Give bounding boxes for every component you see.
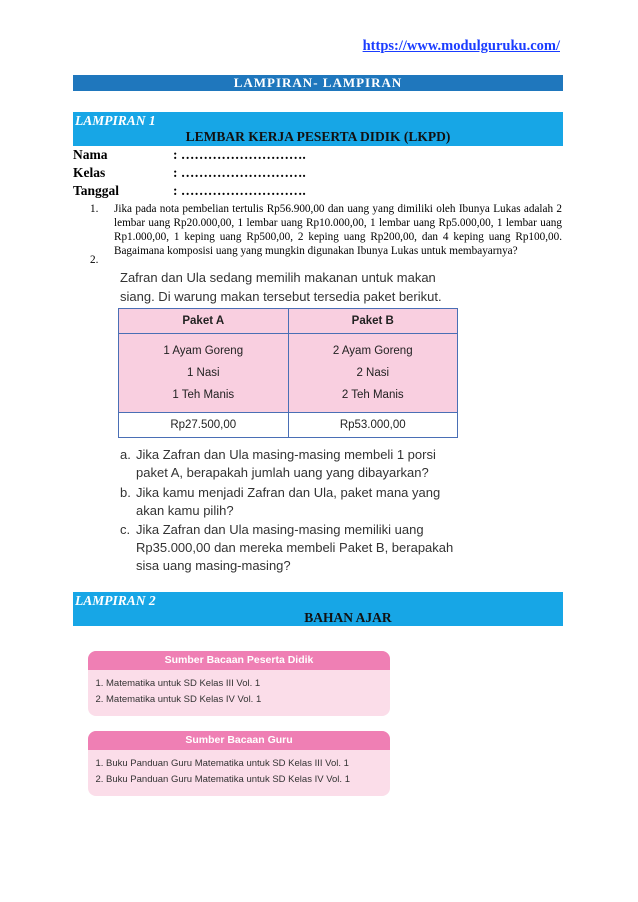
main-title: LAMPIRAN- LAMPIRAN bbox=[233, 75, 403, 90]
paket-b-title: Paket B bbox=[288, 309, 458, 334]
field-value: : ………………………. bbox=[173, 165, 306, 180]
question-1 bbox=[90, 202, 562, 258]
lampiran2-title: BAHAN AJAR bbox=[304, 610, 392, 625]
list-item: 1. Matematika untuk SD Kelas III Vol. 1 bbox=[106, 676, 390, 692]
teacher-sources-title: Sumber Bacaan Guru bbox=[88, 731, 390, 750]
lampiran2-band bbox=[73, 592, 563, 626]
paket-item: 2 Nasi bbox=[356, 367, 390, 379]
sub-question-letter: c. bbox=[120, 522, 131, 537]
lampiran1-label: LAMPIRAN 1 bbox=[75, 113, 156, 128]
paket-item: 1 Nasi bbox=[186, 367, 220, 379]
list-item: 1. Buku Panduan Guru Matematika untuk SD Kelas III Vol. 1 bbox=[106, 756, 390, 772]
student-sources-card bbox=[88, 651, 390, 716]
sub-question-c bbox=[120, 521, 465, 575]
paket-a-title: Paket A bbox=[119, 309, 289, 334]
paket-a-items bbox=[119, 334, 289, 413]
field-tanggal bbox=[73, 183, 306, 199]
student-sources-title: Sumber Bacaan Peserta Didik bbox=[88, 651, 390, 670]
lampiran1-title: LEMBAR KERJA PESERTA DIDIK (LKPD) bbox=[185, 129, 451, 144]
sub-question-text: Jika Zafran dan Ula masing-masing membeli 1 porsi paket A, berapakah jumlah uang yang dibayarkan? bbox=[136, 447, 436, 480]
paket-b-items bbox=[288, 334, 458, 413]
paket-item: 2 Ayam Goreng bbox=[332, 345, 413, 357]
field-value: : ………………………. bbox=[173, 183, 306, 198]
teacher-sources-card bbox=[88, 731, 390, 796]
paket-item: 2 Teh Manis bbox=[341, 389, 404, 401]
list-item: 2. Matematika untuk SD Kelas IV Vol. 1 bbox=[106, 692, 390, 708]
sub-question-b bbox=[120, 484, 465, 520]
sub-question-letter: a. bbox=[120, 447, 131, 462]
question-2-intro: Zafran dan Ula sedang memilih makanan untuk makan siang. Di warung makan tersebut tersedia paket berikut. bbox=[120, 270, 442, 304]
question-2-number: 2. bbox=[90, 254, 99, 266]
paket-item: 1 Teh Manis bbox=[172, 389, 235, 401]
paket-item: 1 Ayam Goreng bbox=[163, 345, 244, 357]
paket-table bbox=[118, 308, 458, 438]
field-label: Nama bbox=[73, 147, 108, 162]
paket-a-price: Rp27.500,00 bbox=[119, 413, 289, 438]
lampiran2-label: LAMPIRAN 2 bbox=[75, 593, 156, 608]
field-value: : ………………………. bbox=[173, 147, 306, 162]
main-title-banner bbox=[73, 75, 563, 91]
lampiran1-band bbox=[73, 112, 563, 146]
student-sources-list bbox=[88, 676, 390, 708]
field-label: Tanggal bbox=[73, 183, 120, 198]
field-label: Kelas bbox=[73, 165, 106, 180]
list-item: 2. Buku Panduan Guru Matematika untuk SD Kelas IV Vol. 1 bbox=[106, 772, 390, 788]
teacher-sources-list bbox=[88, 756, 390, 788]
sub-question-letter: b. bbox=[120, 485, 131, 500]
field-kelas bbox=[73, 165, 306, 181]
sub-question-text: Jika Zafran dan Ula masing-masing memiliki uang Rp35.000,00 dan mereka membeli Paket B, berapakah sisa uang masing-masing? bbox=[136, 522, 454, 573]
question-number: 1. bbox=[90, 203, 99, 215]
field-nama bbox=[73, 147, 306, 163]
sub-question-text: Jika kamu menjadi Zafran dan Ula, paket mana yang akan kamu pilih? bbox=[136, 485, 441, 518]
sub-question-a bbox=[120, 446, 465, 482]
question-text: Jika pada nota pembelian tertulis Rp56.900,00 dan uang yang dimiliki oleh Ibunya Lukas adalah 2 lembar uang Rp20.000,00, 1 lembar uang Rp10.000,00, 1 lembar uang Rp5.000,00, 1 lembar uang Rp1.000,00, 1 keping uang Rp500,00, 2 keping uang Rp200,00, dan 4 keping uang Rp100,00. Bagaimana komposisi uang yang mungkin digunakan Ibunya Lukas untuk membayarnya? bbox=[114, 203, 562, 257]
paket-b-price: Rp53.000,00 bbox=[288, 413, 458, 438]
website-link[interactable]: https://www.modulguruku.com/ bbox=[362, 38, 560, 54]
